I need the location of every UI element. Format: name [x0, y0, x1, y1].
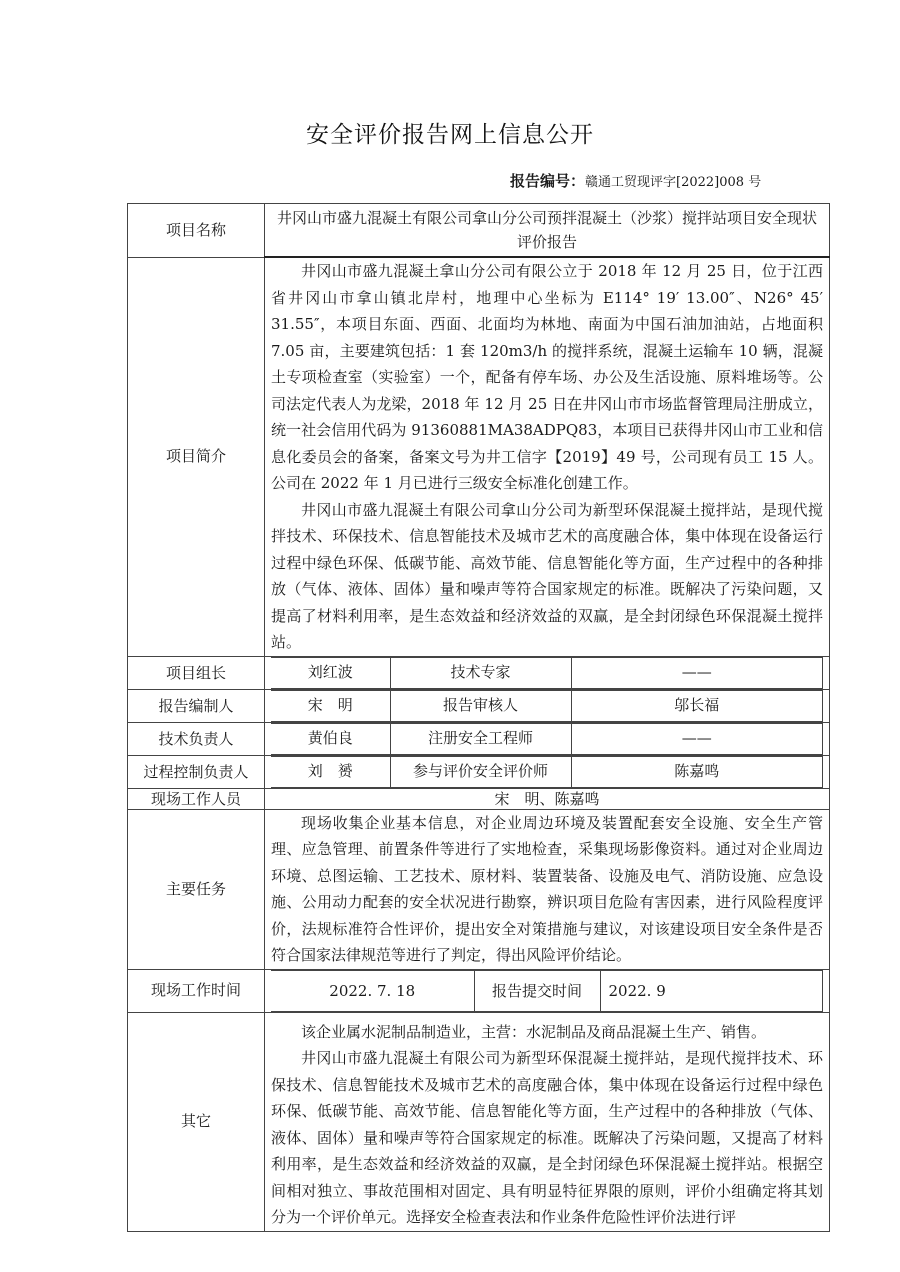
project-intro-paragraph: 井冈山市盛九混凝土有限公司拿山分公司为新型环保混凝土搅拌站，是现代搅拌技术、环保技术、信息智能技术及城市艺术的高度融合体，集中体现在设备运行过程中绿色环保、低碳节能、高效节能、信息智能化等方面，生产过程中的各种排放（气体、液体、固体）量和噪声等符合国家规定的标准。既解决了污染问题，又提高了材料利用率，是生态效益和经济效益的双赢，是全封闭绿色环保混凝土搅拌站。: [271, 500, 823, 651]
submit-time-label: 报告提交时间: [474, 970, 600, 1011]
personnel-value: 宋 明: [271, 690, 390, 721]
field-work-time-value: 2022. 7. 18: [271, 970, 474, 1011]
personnel-label: 技术负责人: [128, 722, 265, 755]
personnel-value: ——: [571, 657, 823, 688]
personnel-label: 参与评价安全评价师: [390, 756, 571, 787]
personnel-cells: [265, 689, 830, 722]
personnel-cells: [265, 755, 830, 788]
row-personnel-1: [128, 656, 830, 689]
other-paragraph: 井冈山市盛九混凝土有限公司为新型环保混凝土搅拌站，是现代搅拌技术、环保技术、信息智能技术及城市艺术的高度融合体，集中体现在设备运行过程中绿色环保、低碳节能、高效节能、信息智能化等方面，生产过程中的各种排放（气体、液体、固体）量和噪声等符合国家规定的标准。既解决了污染问题，又提高了材料利用率，是生态效益和经济效益的双赢，是全封闭绿色环保混凝土搅拌站。根据空间相对独立、事故范围相对固定、具有明显特征界限的原则，评价小组确定将其划分为一个评价单元。选择安全检查表法和作业条件危险性评价法进行评: [271, 1049, 823, 1226]
report-number: [510, 170, 761, 191]
personnel-label: 注册安全工程师: [390, 723, 571, 754]
main-tasks-label: 主要任务: [128, 809, 265, 969]
main-tasks-paragraph: 现场收集企业基本信息，对企业周边环境及装置配套安全设施、安全生产管理、应急管理、前置条件等进行了实地检查，采集现场影像资料。通过对企业周边环境、总图运输、工艺技术、原材料、装置装备、设施及电气、消防设施、应急设施、公用动力配套的安全状况进行勘察，辨识项目危险有害因素，进行风险程度评价，法规标准符合性评价，提出安全对策措施与建议，对该建设项目安全条件是否符合国家法律规范等进行了判定，得出风险评价结论。: [271, 813, 823, 964]
personnel-value: 黄伯良: [271, 723, 390, 754]
personnel-label: 报告编制人: [128, 689, 265, 722]
row-personnel-2: [128, 689, 830, 722]
submit-time-value: 2022. 9: [600, 970, 823, 1011]
report-number-label: 报告编号：: [510, 172, 586, 190]
personnel-cells: [265, 656, 830, 689]
personnel-cells: [265, 722, 830, 755]
personnel-value: 邬长福: [571, 690, 823, 721]
other-paragraph: 该企业属水泥制品制造业，主营：水泥制品及商品混凝土生产、销售。: [301, 1022, 767, 1041]
time-cells: [265, 969, 830, 1012]
row-field-staff: [128, 788, 830, 809]
main-tasks-content: [265, 809, 830, 969]
field-staff-label: 现场工作人员: [128, 788, 265, 809]
page-title: 安全评价报告网上信息公开: [306, 122, 594, 148]
row-personnel-3: [128, 722, 830, 755]
info-table: [127, 203, 830, 1232]
personnel-label: 项目组长: [128, 656, 265, 689]
project-intro-label: 项目简介: [128, 257, 265, 656]
other-content: [265, 1012, 830, 1231]
report-number-value: 赣通工贸现评字[2022]008 号: [585, 175, 762, 190]
row-main-tasks: [128, 809, 830, 969]
project-name-value: 井冈山市盛九混凝土有限公司拿山分公司预拌混凝土（沙浆）搅拌站项目安全现状评价报告: [265, 204, 830, 258]
row-project-name: [128, 204, 830, 258]
personnel-value: 刘红波: [271, 657, 390, 688]
project-intro-content: [265, 257, 830, 656]
row-personnel-4: [128, 755, 830, 788]
personnel-label: 过程控制负责人: [128, 755, 265, 788]
project-name-label: 项目名称: [128, 204, 265, 258]
row-times: [128, 969, 830, 1012]
personnel-label: 报告审核人: [390, 690, 571, 721]
personnel-value: 刘 赟: [271, 756, 390, 787]
field-work-time-label: 现场工作时间: [128, 969, 265, 1012]
row-project-intro: [128, 257, 830, 656]
personnel-value: ——: [571, 723, 823, 754]
row-other: [128, 1012, 830, 1231]
personnel-value: 陈嘉鸣: [571, 756, 823, 787]
field-staff-value: 宋 明、陈嘉鸣: [265, 788, 830, 809]
other-label: 其它: [128, 1012, 265, 1231]
project-intro-paragraph: 井冈山市盛九混凝土拿山分公司有限公立于 2018 年 12 月 25 日，位于江西省井冈山市拿山镇北岸村，地理中心坐标为 E114° 19′ 13.00″、N26° 45′ 31.55″，本项目东面、西面、北面均为林地、南面为中国石油加油站，占地面积 7.05 亩，主要建筑包括：1 套 120m3/h 的搅拌系统，混凝土运输车 10 辆，混凝土专项检查室（实验室）一个，配备有停车场、办公及生活设施、原料堆场等。公司法定代表人为龙梁，2018 年 12 月 25 日在井冈山市市场监督管理局注册成立，统一社会信用代码为 91360881MA38ADPQ83，本项目已获得井冈山市工业和信息化委员会的备案，备案文号为井工信字【2019】49 号，公司现有员工 15 人。公司在 2022 年 1 月已进行三级安全标准化创建工作。: [271, 262, 823, 492]
personnel-label: 技术专家: [390, 657, 571, 688]
